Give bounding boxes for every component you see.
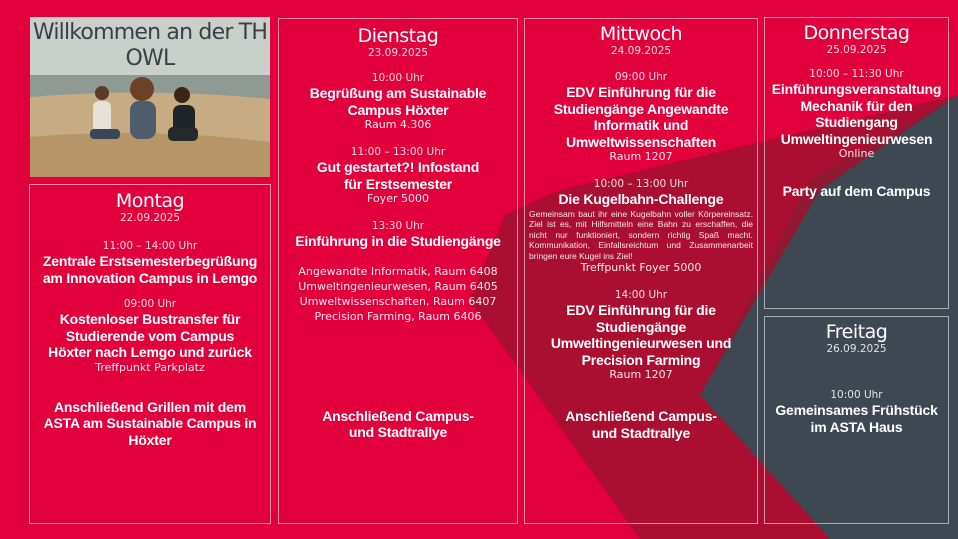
event-time: 14:00 Uhr — [614, 289, 668, 301]
day-heading: Freitag — [825, 321, 888, 343]
room-list — [279, 264, 517, 324]
event-place: Treffpunkt Parkplatz — [95, 360, 205, 374]
event-description: Gemeinsam baut ihr eine Kugelbahn voller Körpereinsatz. Ziel ist es, mit Hilfsmitteln eine Bahn zu erschaffen, die nicht nur funktioniert, sondern richtig Spaß macht. Kommunikation, Einfallsreichtum und Zusammenarbeit bringen eure Kugel ins Ziel! — [529, 208, 753, 261]
event-time: 10:00 Uhr — [371, 72, 425, 84]
event — [279, 220, 517, 250]
event-place: Online — [838, 147, 875, 160]
day-heading: Donnerstag — [803, 22, 910, 44]
event-title: Begrüßung am Sustainable Campus Höxter — [309, 85, 487, 118]
day-heading: Mittwoch — [599, 23, 683, 45]
event — [525, 408, 757, 441]
day-date: 22.09.2025 — [119, 212, 181, 224]
event — [765, 68, 948, 161]
event-time: 09:00 Uhr — [614, 71, 668, 83]
event-title: Kostenloser Bustransfer für Studierende vom Campus Höxter nach Lemgo und zurück — [48, 311, 252, 360]
event — [279, 146, 517, 206]
event-time: 10:00 Uhr — [830, 389, 883, 401]
event-title: Die Kugelbahn-Challenge — [558, 191, 724, 207]
event-title: EDV Einführung für die Studiengänge Angewandte Informatik und Umweltwissenschaften — [553, 84, 729, 150]
event-time: 10:00 – 13:00 Uhr — [593, 178, 689, 190]
day-date: 24.09.2025 — [610, 45, 672, 57]
event-place: Raum 1207 — [609, 150, 673, 163]
day-heading: Montag — [115, 190, 185, 212]
event-time: 11:00 – 13:00 Uhr — [350, 146, 446, 158]
event-title: Einführung in die Studiengänge — [295, 233, 501, 249]
event-title: Gemeinsames Frühstück im ASTA Haus — [775, 402, 938, 435]
room-item: Umweltwissenschaften, Raum 6407 — [299, 294, 497, 308]
event-title: Anschließend Campus- und Stadtrallye — [322, 407, 474, 440]
event-time: 11:00 – 14:00 Uhr — [102, 240, 198, 252]
event-title: Zentrale Erstsemesterbegrüßung am Innovation Campus in Lemgo — [42, 253, 258, 286]
event — [765, 389, 948, 435]
room-item: Precision Farming, Raum 6406 — [314, 309, 482, 323]
event — [30, 399, 270, 449]
event — [765, 183, 948, 200]
event-time: 09:00 Uhr — [123, 298, 177, 310]
event-time: 10:00 – 11:30 Uhr — [809, 68, 904, 80]
event — [30, 298, 270, 375]
event — [279, 408, 517, 441]
event — [279, 72, 517, 132]
welcome-photo — [30, 17, 270, 177]
welcome-title: Willkommen an der TH OWL — [32, 20, 268, 71]
event-place: Treffpunkt Foyer 5000 — [580, 261, 702, 274]
panel-dienstag — [278, 18, 518, 524]
day-date: 26.09.2025 — [826, 343, 887, 355]
event-title: Anschließend Campus- und Stadtrallye — [565, 408, 717, 441]
day-date: 25.09.2025 — [826, 44, 887, 56]
event-title: Einführungsveranstaltung Mechanik für den Studiengang Umweltingenieurwesen — [771, 81, 942, 147]
event-title: Party auf dem Campus — [782, 183, 931, 199]
day-heading: Dienstag — [357, 25, 439, 47]
panel-mittwoch — [524, 18, 758, 524]
event-place: Foyer 5000 — [367, 192, 429, 205]
event-time: 13:30 Uhr — [371, 220, 425, 232]
panel-freitag — [764, 316, 949, 524]
event — [525, 71, 757, 164]
event-title: EDV Einführung für die Studiengänge Umweltingenieurwesen und Precision Farming — [550, 302, 732, 368]
day-date: 23.09.2025 — [367, 47, 429, 59]
panel-donnerstag — [764, 17, 949, 309]
panel-montag — [29, 184, 271, 524]
event — [525, 178, 757, 275]
event — [30, 240, 270, 286]
room-item: Angewandte Informatik, Raum 6408 — [298, 264, 498, 278]
event-place: Raum 1207 — [609, 368, 673, 381]
event — [525, 289, 757, 382]
event-title: Gut gestartet?! Infostand für Erstsemester — [316, 159, 480, 192]
room-item: Umweltingenieurwesen, Raum 6405 — [298, 279, 498, 293]
event-title: Anschließend Grillen mit dem ASTA am Sustainable Campus in Höxter — [43, 398, 257, 448]
event-place: Raum 4.306 — [364, 118, 432, 131]
